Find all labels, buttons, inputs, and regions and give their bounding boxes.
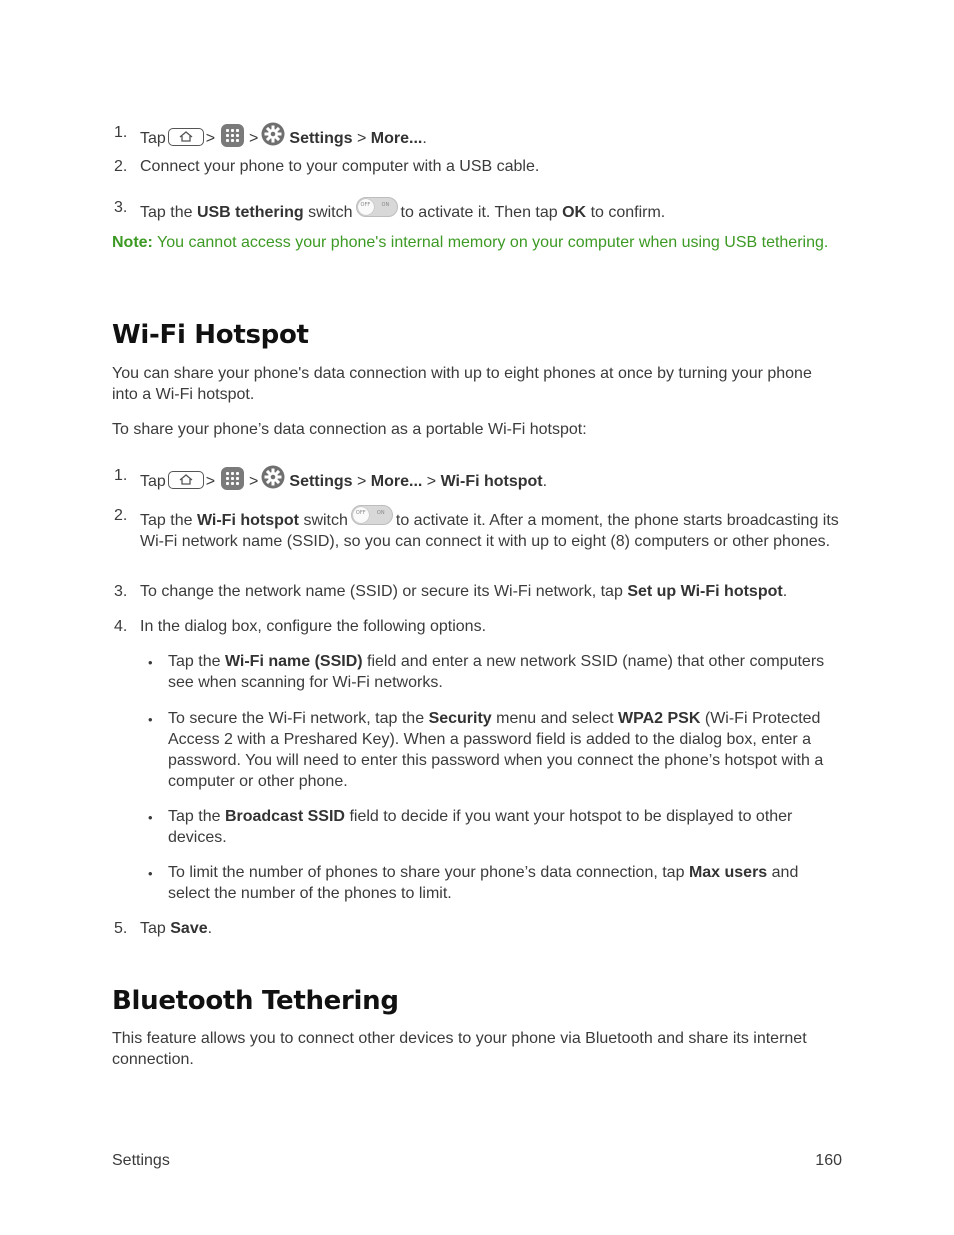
bullet-item: To limit the number of phones to share your phone’s data connection, tap Max users and select the number of the phones to limit. <box>168 864 799 902</box>
note-text: You cannot access your phone's internal memory on your computer when using USB tethering. <box>157 234 829 251</box>
page-number: 160 <box>815 1152 842 1169</box>
note-label: Note: <box>112 234 153 251</box>
step-number: 1. <box>114 467 128 484</box>
toggle-switch-icon: OFF ON <box>356 197 398 217</box>
step-number: 3. <box>114 583 128 600</box>
footer-section-name: Settings <box>112 1152 170 1169</box>
step-number: 2. <box>114 507 128 524</box>
step-number: 1. <box>114 124 128 141</box>
bullet-mark: • <box>148 712 153 727</box>
step-number: 5. <box>114 920 128 937</box>
step-text: Tap the USB tethering switch OFF ON to activate it. Then tap OK to confirm. <box>140 197 840 223</box>
apps-icon <box>221 467 244 490</box>
bullet-item: Tap the Wi-Fi name (SSID) field and enter a new network SSID (name) that other computers see when scanning for Wi-Fi networks. <box>168 653 825 691</box>
home-icon <box>168 471 204 489</box>
settings-gear-icon <box>261 122 285 146</box>
step-text: In the dialog box, configure the following options. <box>140 618 487 635</box>
step-text: Tap > > Settings > More... > Wi-Fi hotspot. <box>140 465 840 492</box>
step-text: Connect your phone to your computer with a USB cable. <box>140 158 540 175</box>
section-intro: You can share your phone's data connection with up to eight phones at once by turning your phone into a Wi-Fi hotspot. <box>112 365 812 403</box>
step-2a <box>0 461 954 490</box>
bullet-item: Tap the Broadcast SSID field to decide if you want your hotspot to be displayed to other devices. <box>168 808 793 846</box>
section-intro: This feature allows you to connect other devices to your phone via Bluetooth and share its internet connection. <box>112 1030 807 1068</box>
home-icon <box>168 128 204 146</box>
bullet-item: To secure the Wi-Fi network, tap the Security menu and select WPA2 PSK (Wi-Fi Protected Access 2 with a Preshared Key). When a password field is added to the dialog box, enter a password. You will need to enter this password when you connect the phone’s hotspot with a computer or other phone. <box>168 710 824 790</box>
step-number: 2. <box>114 158 128 175</box>
step-number: 3. <box>114 199 128 216</box>
bullet-mark: • <box>148 810 153 825</box>
note <box>112 232 842 253</box>
section-intro-2: To share your phone’s data connection as a portable Wi-Fi hotspot: <box>112 421 587 438</box>
step-text: Tap > > Settings > More.... <box>140 122 840 149</box>
apps-icon <box>221 124 244 147</box>
step-1a <box>0 118 954 147</box>
step-text: To change the network name (SSID) or secure its Wi-Fi network, tap Set up Wi-Fi hotspot. <box>140 583 788 600</box>
bullet-mark: • <box>148 866 153 881</box>
step-text: Tap the Wi-Fi hotspot switch OFF ON to activate it. After a moment, the phone starts broadcasting its Wi-Fi network name (SSID), so you can connect it with up to eight (8) computers or other phones. <box>140 505 840 552</box>
toggle-switch-icon: OFF ON <box>351 505 393 525</box>
step-text: Tap Save. <box>140 920 213 937</box>
bullet-mark: • <box>148 655 153 670</box>
step-number: 4. <box>114 618 128 635</box>
section-title-bluetooth-tethering: Bluetooth Tethering <box>112 986 399 1016</box>
settings-gear-icon <box>261 465 285 489</box>
section-title-wifi-hotspot: Wi-Fi Hotspot <box>112 320 309 350</box>
